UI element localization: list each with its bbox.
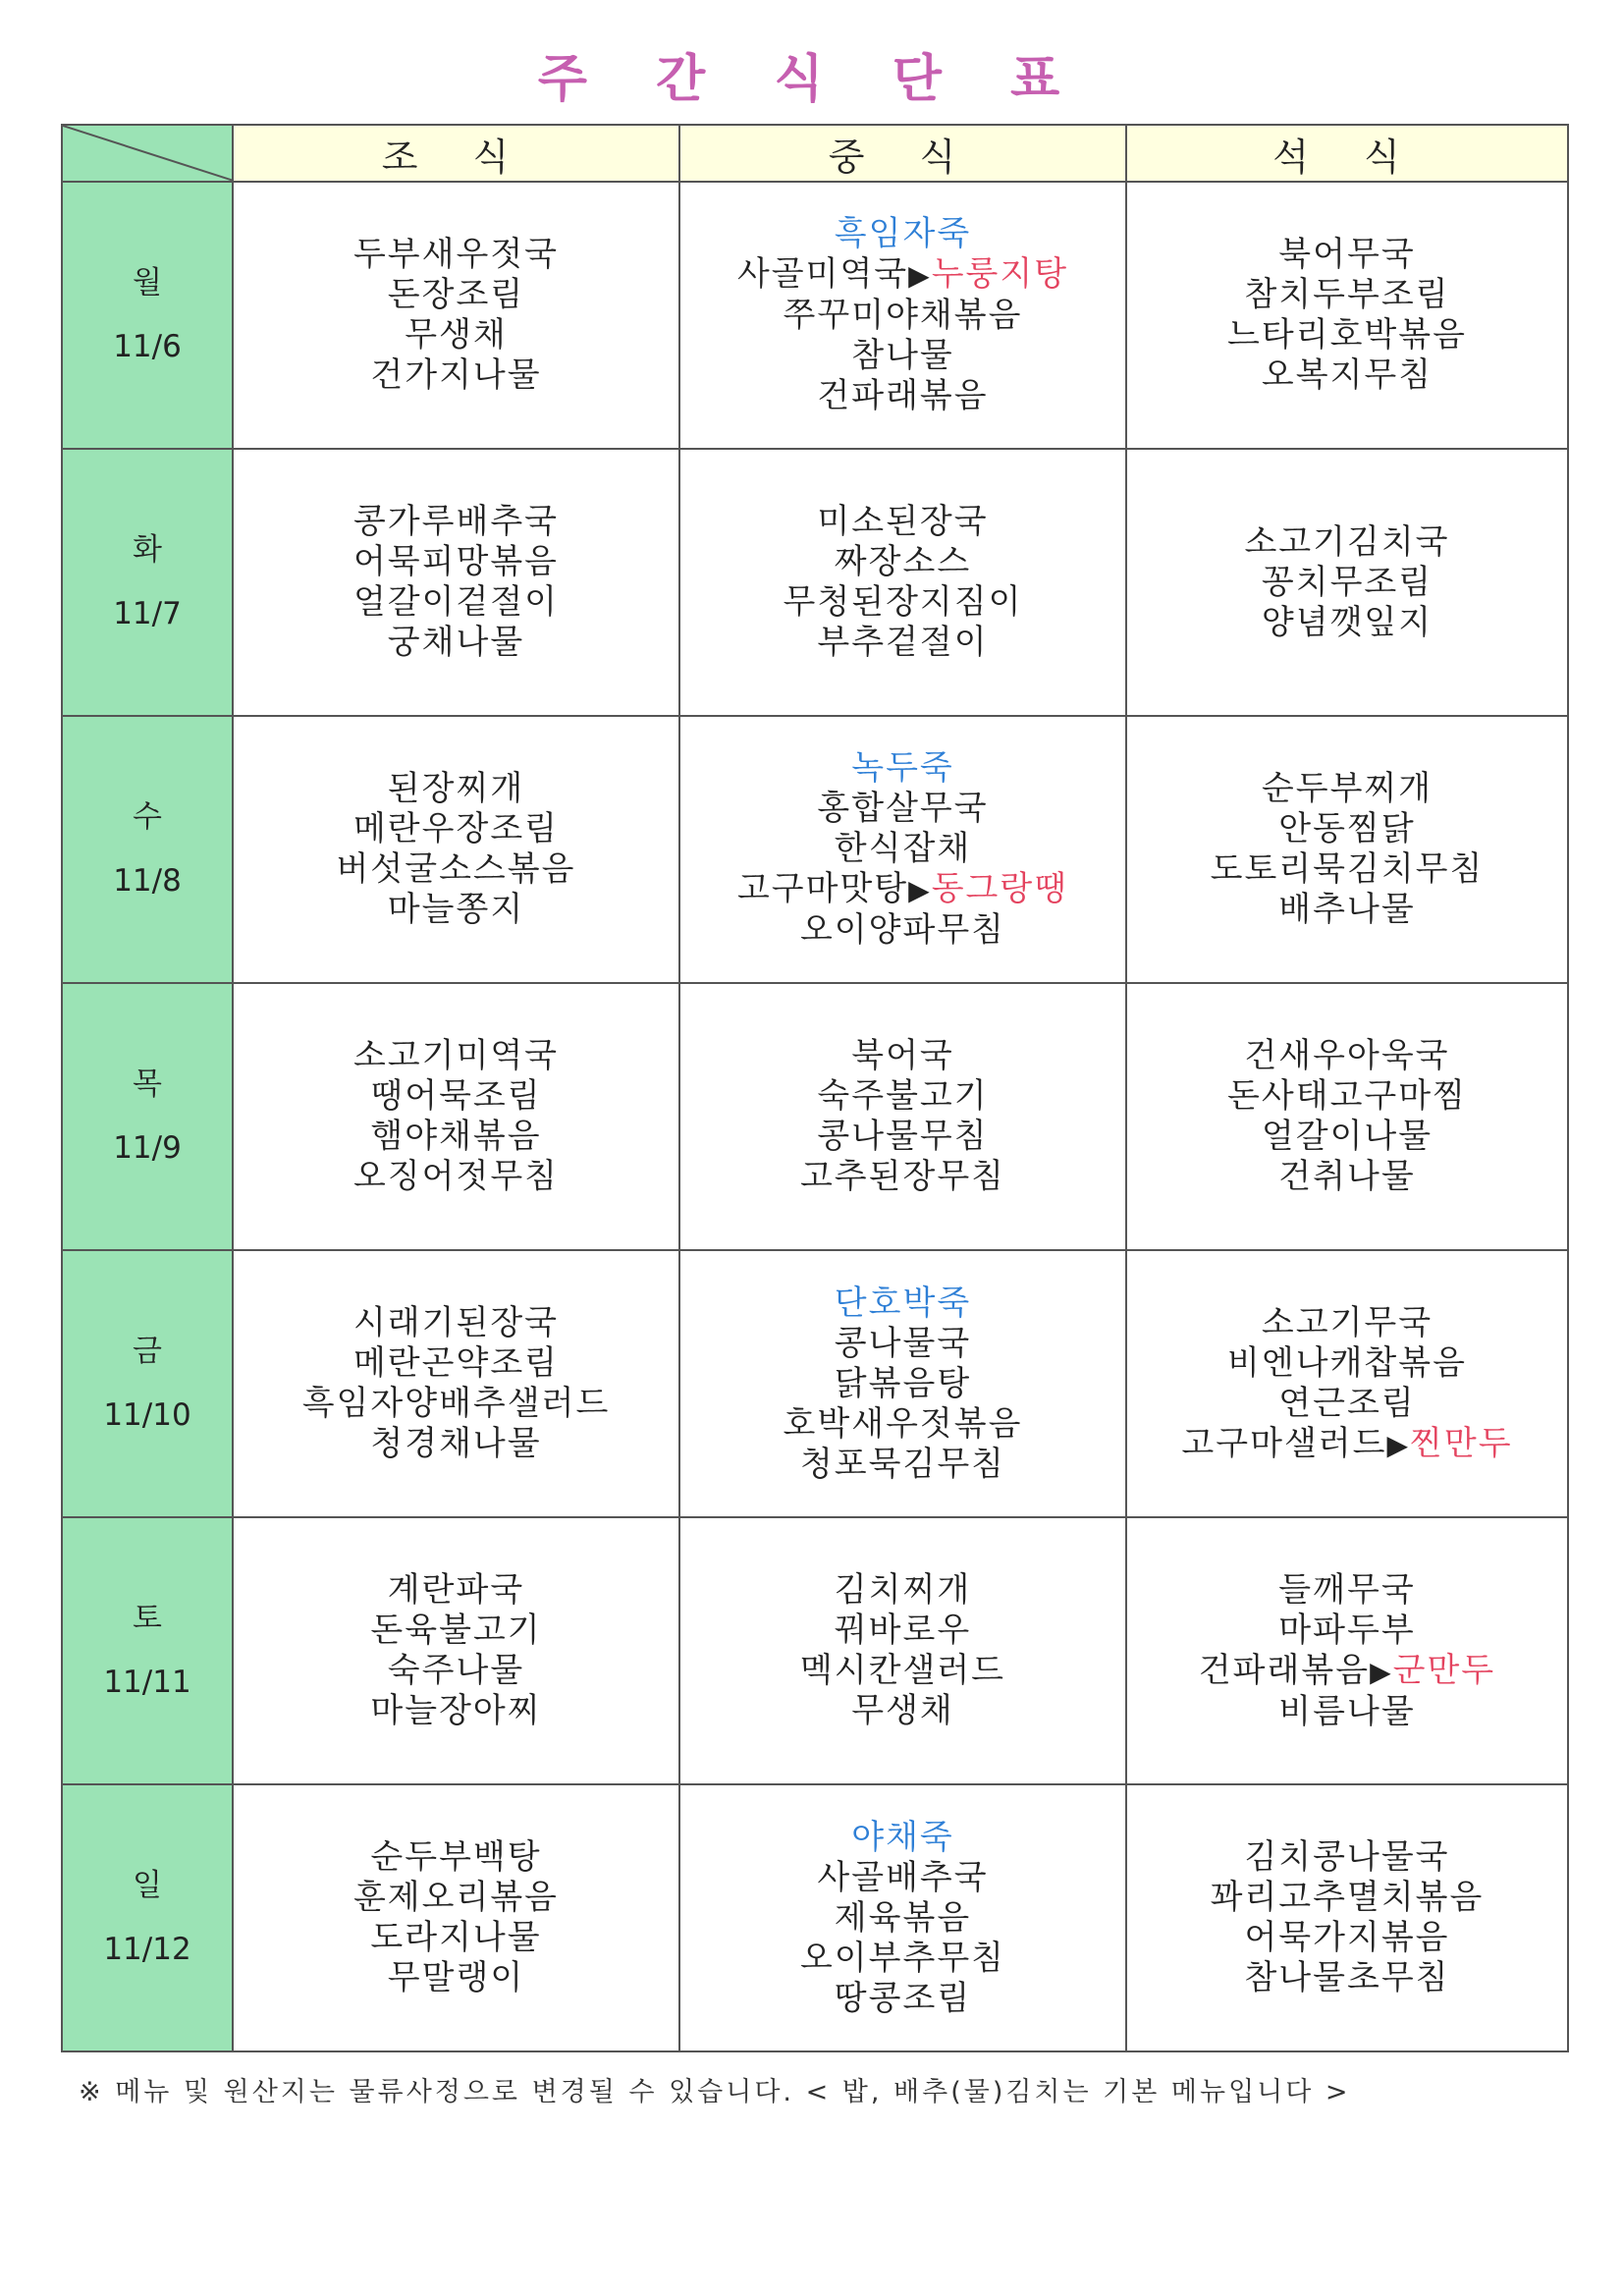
menu-line bbox=[680, 296, 1125, 336]
day-cell bbox=[62, 716, 233, 983]
day-cell bbox=[62, 1517, 233, 1784]
menu-item: 돈사태고구마찜 bbox=[1227, 1076, 1467, 1116]
menu-line bbox=[1127, 1424, 1567, 1465]
menu-item: 도토리묵김치무침 bbox=[1210, 849, 1485, 889]
menu-item: 쭈꾸미야채볶음 bbox=[783, 296, 1023, 335]
menu-line bbox=[680, 1611, 1125, 1651]
lunch-cell bbox=[679, 449, 1126, 716]
day-row bbox=[62, 1250, 1568, 1517]
menu-item: 소고기미역국 bbox=[352, 1036, 560, 1075]
menu-item: 어묵가지볶음 bbox=[1244, 1918, 1450, 1957]
menu-item: 순두부백탕 bbox=[370, 1837, 542, 1877]
breakfast-cell bbox=[233, 449, 679, 716]
dinner-cell bbox=[1126, 1250, 1568, 1517]
dinner-cell bbox=[1126, 1784, 1568, 2051]
day-row bbox=[62, 1784, 1568, 2051]
header-dinner: 석 식 bbox=[1126, 125, 1568, 182]
menu-line bbox=[680, 376, 1125, 416]
menu-item: 안동찜닭 bbox=[1278, 809, 1416, 848]
menu-line bbox=[680, 1364, 1125, 1404]
lunch-cell bbox=[679, 182, 1126, 449]
menu-item: 오복지무침 bbox=[1261, 355, 1434, 395]
day-cell bbox=[62, 1250, 233, 1517]
porridge-item: 흑임자죽 bbox=[834, 214, 972, 253]
dinner-cell bbox=[1126, 449, 1568, 716]
arrow-icon: ▶ bbox=[908, 259, 932, 292]
footer-note: ※ 메뉴 및 원산지는 물류사정으로 변경될 수 있습니다. < 밥, 배추(물)김치는 기본 메뉴입니다 > bbox=[79, 2077, 1351, 2107]
menu-item: 건파래볶음 bbox=[1198, 1650, 1371, 1690]
menu-item: 돈장조림 bbox=[387, 275, 525, 314]
porridge-item: 야채죽 bbox=[851, 1817, 954, 1857]
menu-line bbox=[1127, 809, 1567, 849]
menu-item: 참치두부조림 bbox=[1244, 275, 1450, 314]
extra-item: 군만두 bbox=[1392, 1650, 1496, 1690]
menu-line bbox=[1127, 1958, 1567, 1998]
corner-cell bbox=[62, 125, 233, 182]
menu-line bbox=[680, 502, 1125, 542]
day-row bbox=[62, 983, 1568, 1250]
breakfast-cell bbox=[233, 1250, 679, 1517]
extra-item: 찐만두 bbox=[1410, 1423, 1513, 1463]
menu-item: 계란파국 bbox=[387, 1570, 525, 1610]
menu-line bbox=[1127, 1837, 1567, 1878]
menu-item: 한식잡채 bbox=[834, 829, 972, 868]
menu-item: 시래기된장국 bbox=[352, 1303, 560, 1342]
menu-line bbox=[1127, 563, 1567, 603]
menu-item: 땡어묵조림 bbox=[370, 1076, 542, 1116]
menu-item: 두부새우젓국 bbox=[352, 235, 560, 274]
menu-item: 메란우장조림 bbox=[352, 809, 560, 848]
day-row bbox=[62, 716, 1568, 983]
menu-line bbox=[1127, 1303, 1567, 1343]
menu-item: 짜장소스 bbox=[834, 542, 972, 581]
menu-line bbox=[680, 1036, 1125, 1076]
menu-line bbox=[1127, 275, 1567, 315]
menu-item: 들깨무국 bbox=[1278, 1569, 1416, 1610]
menu-item: 청포묵김무침 bbox=[799, 1444, 1006, 1484]
menu-line bbox=[680, 829, 1125, 869]
day-date: 11/6 bbox=[113, 329, 182, 364]
lunch-cell bbox=[679, 1250, 1126, 1517]
menu-line bbox=[680, 1157, 1125, 1197]
menu-line bbox=[1127, 1878, 1567, 1918]
menu-line bbox=[680, 1445, 1125, 1485]
menu-item: 무말랭이 bbox=[387, 1958, 525, 1997]
menu-item: 사골미역국 bbox=[736, 254, 909, 294]
menu-line bbox=[680, 336, 1125, 376]
day-cell bbox=[62, 182, 233, 449]
menu-line bbox=[680, 1858, 1125, 1898]
day-cell bbox=[62, 983, 233, 1250]
menu-item: 소고기무국 bbox=[1261, 1302, 1434, 1342]
day-row bbox=[62, 1517, 1568, 1784]
lunch-cell bbox=[679, 983, 1126, 1250]
menu-line bbox=[680, 1570, 1125, 1611]
menu-item: 고구마샐러드 bbox=[1181, 1423, 1387, 1463]
menu-item: 오이양파무침 bbox=[799, 910, 1006, 950]
arrow-icon: ▶ bbox=[1370, 1655, 1393, 1688]
lunch-cell bbox=[679, 716, 1126, 983]
menu-item: 참나물초무침 bbox=[1244, 1958, 1450, 1997]
header-breakfast: 조 식 bbox=[233, 125, 679, 182]
extra-item: 동그랑땡 bbox=[931, 869, 1069, 908]
menu-item: 무생채 bbox=[851, 1691, 954, 1730]
page-title: 주 간 식 단 표 bbox=[537, 50, 1086, 109]
header-lunch: 중 식 bbox=[679, 125, 1126, 182]
menu-line bbox=[680, 254, 1125, 296]
dinner-cell bbox=[1126, 182, 1568, 449]
day-row bbox=[62, 449, 1568, 716]
day-name: 월 bbox=[133, 265, 162, 301]
menu-line bbox=[680, 1404, 1125, 1445]
extra-item: 누룽지탕 bbox=[931, 254, 1069, 294]
dinner-cell bbox=[1126, 983, 1568, 1250]
breakfast-cell bbox=[233, 182, 679, 449]
menu-line bbox=[1127, 603, 1567, 643]
day-date: 11/9 bbox=[113, 1130, 182, 1166]
menu-item: 김치찌개 bbox=[834, 1570, 972, 1610]
day-cell bbox=[62, 449, 233, 716]
menu-item: 궁채나물 bbox=[387, 623, 525, 662]
dinner-cell bbox=[1126, 716, 1568, 983]
menu-item: 제육볶음 bbox=[834, 1897, 972, 1938]
menu-line bbox=[680, 623, 1125, 663]
menu-line bbox=[680, 1979, 1125, 2019]
menu-item: 콩나물국 bbox=[834, 1323, 972, 1363]
menu-line bbox=[1127, 1692, 1567, 1732]
menu-item: 건가지나물 bbox=[370, 355, 542, 395]
weekly-menu-table bbox=[61, 124, 1569, 2052]
menu-item: 얼갈이나물 bbox=[1261, 1117, 1434, 1156]
menu-item: 꽈리고추멸치볶음 bbox=[1210, 1878, 1485, 1917]
menu-item: 참나물 bbox=[851, 336, 954, 375]
menu-item: 홍합살무국 bbox=[817, 789, 989, 828]
day-name: 수 bbox=[133, 799, 162, 836]
day-name: 목 bbox=[133, 1066, 162, 1103]
menu-line bbox=[680, 1117, 1125, 1157]
menu-item: 훈제오리볶음 bbox=[352, 1878, 560, 1917]
menu-line bbox=[1127, 235, 1567, 275]
menu-item: 멕시칸샐러드 bbox=[799, 1651, 1006, 1690]
menu-item: 어묵피망볶음 bbox=[352, 542, 560, 581]
menu-item: 마파두부 bbox=[1278, 1610, 1416, 1650]
menu-item: 얼갈이겉절이 bbox=[352, 582, 560, 622]
menu-line bbox=[680, 1324, 1125, 1364]
menu-item: 무청된장지짐이 bbox=[783, 582, 1023, 622]
menu-line bbox=[680, 1691, 1125, 1731]
day-date: 11/8 bbox=[113, 863, 182, 899]
menu-item: 된장찌개 bbox=[387, 769, 525, 808]
menu-item: 무생채 bbox=[405, 315, 508, 355]
menu-item: 건새우아욱국 bbox=[1244, 1036, 1450, 1075]
menu-line bbox=[680, 1939, 1125, 1979]
menu-item: 사골배추국 bbox=[817, 1857, 989, 1897]
menu-item: 배추나물 bbox=[1278, 890, 1416, 929]
menu-line bbox=[1127, 1076, 1567, 1117]
menu-line bbox=[680, 582, 1125, 623]
menu-item: 소고기김치국 bbox=[1244, 521, 1450, 562]
menu-item: 땅콩조림 bbox=[834, 1978, 972, 2018]
header-row bbox=[62, 125, 1568, 182]
arrow-icon: ▶ bbox=[1386, 1428, 1411, 1461]
breakfast-cell bbox=[233, 983, 679, 1250]
day-name: 화 bbox=[133, 532, 162, 569]
menu-line bbox=[1127, 1570, 1567, 1611]
menu-item: 콩나물무침 bbox=[817, 1117, 989, 1156]
menu-line bbox=[1127, 1343, 1567, 1384]
menu-item: 호박새우젓볶음 bbox=[783, 1403, 1023, 1444]
arrow-icon: ▶ bbox=[908, 874, 932, 906]
menu-line bbox=[1127, 769, 1567, 809]
menu-item: 비름나물 bbox=[1278, 1691, 1416, 1731]
day-row bbox=[62, 182, 1568, 449]
menu-line bbox=[1127, 849, 1567, 890]
menu-line bbox=[1127, 890, 1567, 930]
menu-line bbox=[1127, 1036, 1567, 1076]
menu-item: 연근조림 bbox=[1278, 1383, 1416, 1423]
menu-item: 콩가루배추국 bbox=[352, 502, 560, 541]
menu-item: 부추겉절이 bbox=[817, 623, 989, 662]
lunch-cell bbox=[679, 1784, 1126, 2051]
menu-line bbox=[680, 869, 1125, 910]
menu-item: 꿔바로우 bbox=[834, 1611, 972, 1650]
menu-item: 닭볶음탕 bbox=[834, 1363, 972, 1403]
menu-line bbox=[1127, 522, 1567, 563]
menu-line bbox=[1127, 1918, 1567, 1958]
menu-line bbox=[1127, 1157, 1567, 1197]
menu-line bbox=[1127, 1651, 1567, 1692]
menu-line bbox=[1127, 315, 1567, 355]
day-date: 11/11 bbox=[103, 1665, 191, 1700]
day-date: 11/7 bbox=[113, 596, 182, 631]
menu-item: 도라지나물 bbox=[370, 1918, 542, 1957]
porridge-item: 녹두죽 bbox=[851, 748, 954, 788]
menu-item: 숙주나물 bbox=[387, 1651, 525, 1690]
menu-line bbox=[1127, 1117, 1567, 1157]
breakfast-cell bbox=[233, 1517, 679, 1784]
menu-line bbox=[1127, 355, 1567, 396]
dinner-cell bbox=[1126, 1517, 1568, 1784]
breakfast-cell bbox=[233, 716, 679, 983]
menu-item: 순두부찌개 bbox=[1261, 769, 1434, 808]
menu-item: 메란곤약조림 bbox=[352, 1343, 560, 1383]
menu-item: 버섯굴소스볶음 bbox=[336, 849, 576, 889]
breakfast-cell bbox=[233, 1784, 679, 2051]
menu-item: 돈육불고기 bbox=[370, 1611, 542, 1650]
menu-item: 김치콩나물국 bbox=[1244, 1837, 1450, 1877]
menu-line bbox=[680, 1898, 1125, 1939]
day-name: 금 bbox=[133, 1334, 162, 1370]
menu-item: 청경채나물 bbox=[370, 1424, 542, 1463]
day-name: 일 bbox=[133, 1868, 162, 1904]
day-date: 11/12 bbox=[103, 1932, 191, 1967]
menu-item: 북어국 bbox=[851, 1036, 954, 1075]
menu-item: 미소된장국 bbox=[817, 502, 989, 541]
menu-line bbox=[680, 542, 1125, 582]
menu-item: 마늘장아찌 bbox=[370, 1691, 542, 1730]
menu-item: 햄야채볶음 bbox=[370, 1117, 542, 1156]
menu-line bbox=[1127, 1384, 1567, 1424]
menu-item: 북어무국 bbox=[1278, 235, 1416, 274]
day-cell bbox=[62, 1784, 233, 2051]
menu-line bbox=[680, 910, 1125, 951]
day-date: 11/10 bbox=[103, 1397, 191, 1433]
menu-item: 오이부추무침 bbox=[799, 1938, 1006, 1978]
menu-line bbox=[680, 789, 1125, 829]
menu-item: 건파래볶음 bbox=[817, 376, 989, 415]
menu-line bbox=[680, 1651, 1125, 1691]
menu-item: 고구마맛탕 bbox=[736, 869, 909, 908]
menu-item: 양념깻잎지 bbox=[1261, 602, 1434, 642]
porridge-item: 단호박죽 bbox=[834, 1283, 972, 1323]
menu-item: 흑임자양배추샐러드 bbox=[301, 1384, 611, 1423]
lunch-cell bbox=[679, 1517, 1126, 1784]
menu-item: 느타리호박볶음 bbox=[1227, 315, 1467, 355]
menu-item: 비엔나캐찹볶음 bbox=[1227, 1342, 1467, 1383]
menu-line bbox=[680, 1076, 1125, 1117]
menu-item: 오징어젓무침 bbox=[352, 1157, 560, 1196]
menu-line bbox=[1127, 1611, 1567, 1651]
menu-item: 숙주불고기 bbox=[817, 1076, 989, 1116]
menu-item: 고추된장무침 bbox=[799, 1157, 1006, 1196]
day-name: 토 bbox=[133, 1601, 162, 1637]
menu-item: 마늘쫑지 bbox=[387, 890, 525, 929]
menu-item: 건취나물 bbox=[1278, 1157, 1416, 1196]
diagonal-line bbox=[63, 126, 234, 181]
menu-item: 꽁치무조림 bbox=[1261, 562, 1434, 602]
